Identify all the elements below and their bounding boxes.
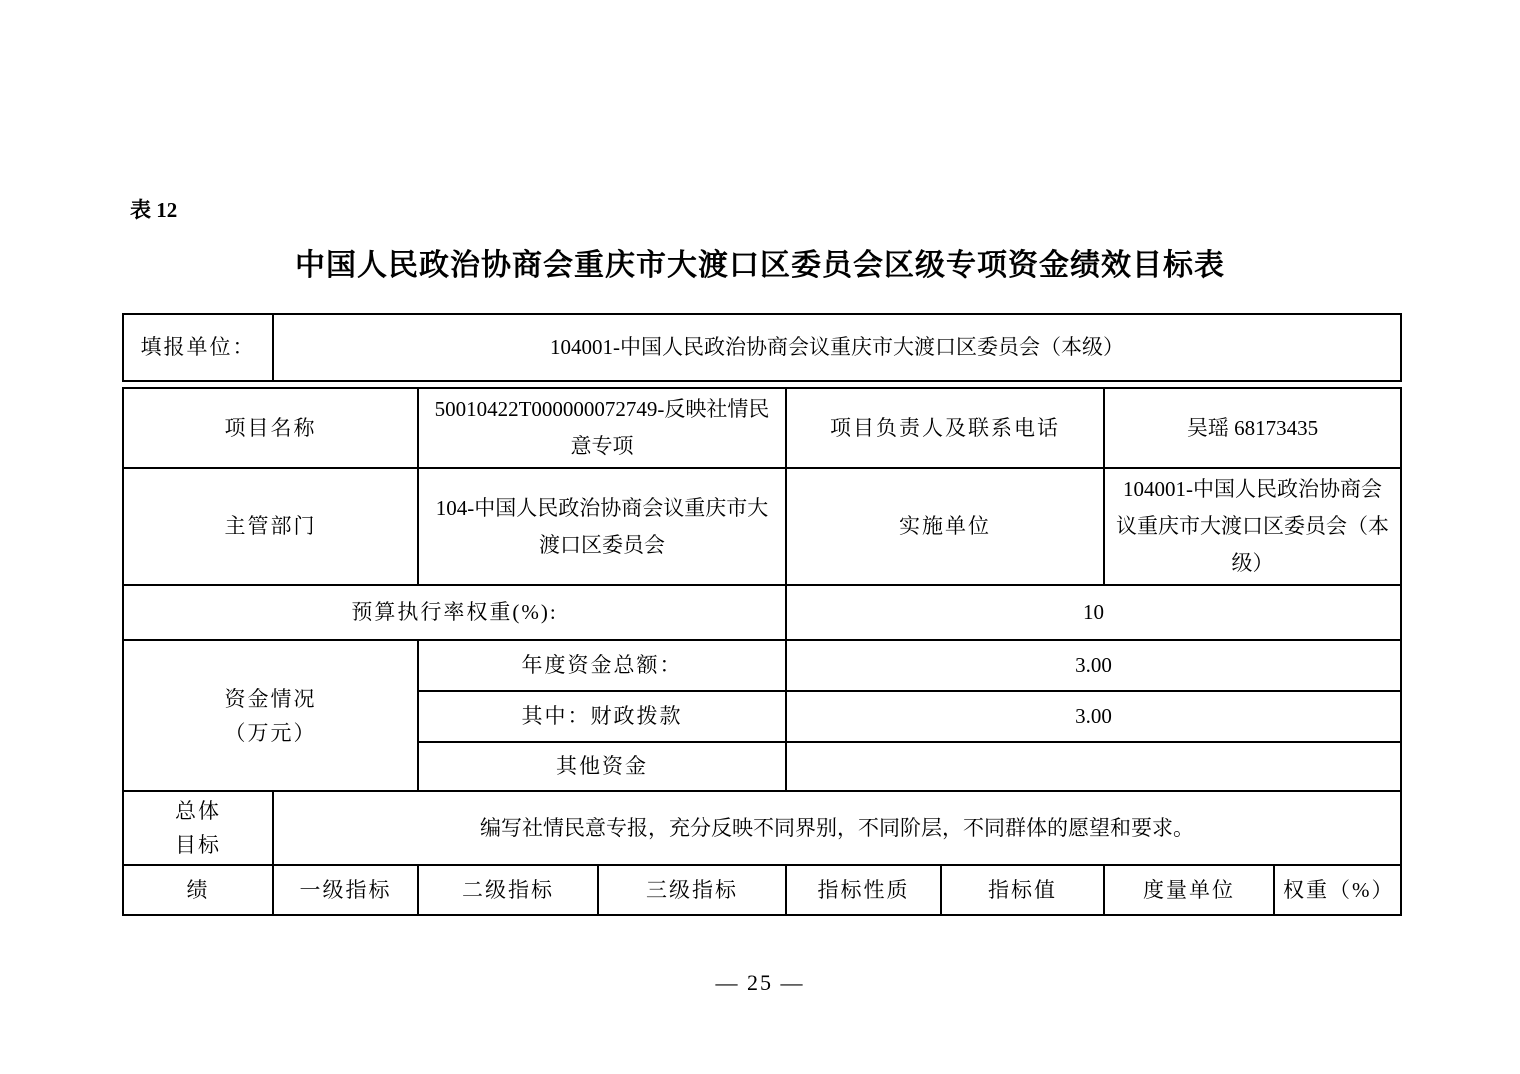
- indicator-header-nature: 指标性质: [786, 865, 941, 915]
- project-manager-label: 项目负责人及联系电话: [786, 388, 1104, 468]
- funding-other-label: 其他资金: [418, 742, 786, 791]
- implementing-unit-value: 104001-中国人民政治协商会议重庆市大渡口区委员会（本级）: [1104, 468, 1401, 585]
- funding-total-value: 3.00: [786, 640, 1401, 691]
- table-number-label: 表 12: [130, 198, 178, 222]
- page-number: — 25 —: [715, 970, 805, 995]
- funding-group-label-line1: 资金情况: [224, 686, 317, 711]
- project-manager-value: 吴瑶 68173435: [1104, 388, 1401, 468]
- reporting-unit-row: [123, 314, 1401, 381]
- funding-fiscal-value: 3.00: [786, 691, 1401, 742]
- funding-group-label-line2: （万元）: [224, 720, 317, 745]
- budget-rate-label: 预算执行率权重(%):: [123, 585, 786, 640]
- project-name-value: 50010422T000000072749-反映社情民意专项: [418, 388, 786, 468]
- page-title: 中国人民政治协商会重庆市大渡口区委员会区级专项资金绩效目标表: [295, 249, 1225, 282]
- overall-goal-label-line1: 总体: [175, 799, 221, 823]
- reporting-unit-label: 填报单位：: [123, 314, 273, 381]
- indicator-header-unit: 度量单位: [1104, 865, 1274, 915]
- budget-rate-row: [123, 585, 1401, 640]
- overall-goal-label: [123, 791, 273, 865]
- indicator-header-value: 指标值: [941, 865, 1104, 915]
- overall-goal-row: [123, 791, 1401, 865]
- performance-target-table: [122, 387, 1402, 916]
- project-row: [123, 388, 1401, 468]
- reporting-unit-table: [122, 313, 1402, 382]
- reporting-unit-value: 104001-中国人民政治协商会议重庆市大渡口区委员会（本级）: [273, 314, 1401, 381]
- budget-rate-value: 10: [786, 585, 1401, 640]
- funding-total-row: [123, 640, 1401, 691]
- indicator-header-level2: 二级指标: [418, 865, 598, 915]
- department-value: 104-中国人民政治协商会议重庆市大渡口区委员会: [418, 468, 786, 585]
- indicator-side-label: 绩: [123, 865, 273, 915]
- department-label: 主管部门: [123, 468, 418, 585]
- indicator-header-row: [123, 865, 1401, 915]
- indicator-header-weight: 权重（%）: [1274, 865, 1401, 915]
- indicator-header-level1: 一级指标: [273, 865, 418, 915]
- funding-fiscal-label: 其中：财政拨款: [418, 691, 786, 742]
- department-row: [123, 468, 1401, 585]
- overall-goal-value: 编写社情民意专报，充分反映不同界别，不同阶层，不同群体的愿望和要求。: [273, 791, 1401, 865]
- project-name-label: 项目名称: [123, 388, 418, 468]
- implementing-unit-label: 实施单位: [786, 468, 1104, 585]
- overall-goal-label-line2: 目标: [175, 833, 221, 857]
- indicator-header-level3: 三级指标: [598, 865, 786, 915]
- funding-total-label: 年度资金总额：: [418, 640, 786, 691]
- funding-group-label: [123, 640, 418, 791]
- funding-other-value: [786, 742, 1401, 791]
